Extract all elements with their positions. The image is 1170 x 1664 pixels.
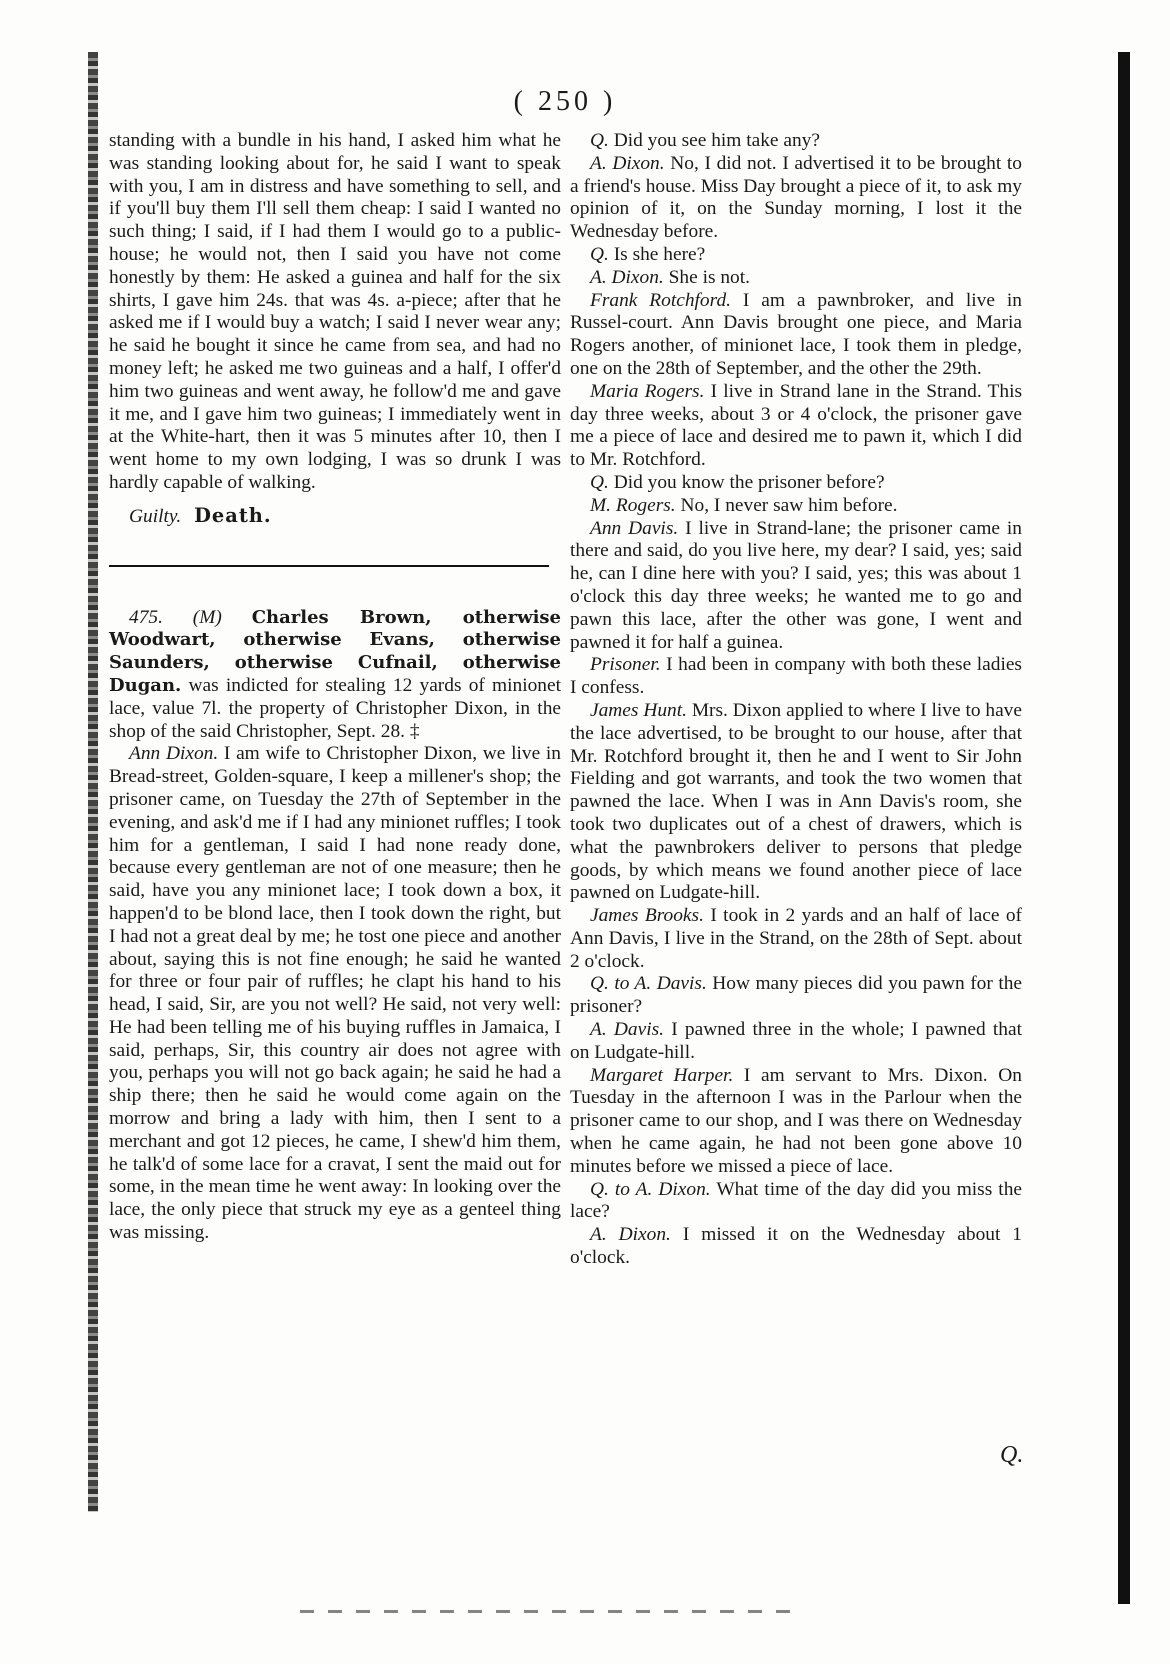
left-column (109, 130, 561, 1245)
exchange-text: Did you know the prisoner before? (613, 471, 885, 493)
speaker-label: Q. to A. Dixon. (590, 1178, 711, 1200)
scan-binding-edge (88, 52, 98, 1512)
paragraph-continued-testimony: standing with a bundle in his hand, I asked him what he was standing looking about for, he said I want to speak with you, I am in distress and have something to sell, and if you'll buy them I'll sell them cheap: I said I wanted no such thing; I said, if I had them I would go to a public-house; he would not, then I said you have not come honestly by them: He asked a guinea and half for the six shirts, I gave him 24s. that was 4s. a-piece; after that he asked me if I would buy a watch; I said I never wear any; he said he bought it since he came from sea, and had no money left; he asked me two guineas and a half, I offer'd him two guineas and went away, he follow'd me and gave it me, and I gave him two guineas; I immediately went in at the White-hart, then it was 5 minutes after 10, then I went home to my own lodging, I was so drunk I was hardly capable of walking. (109, 130, 561, 493)
testimony-hunt (570, 700, 1022, 905)
speaker-label: Ann Dixon. (129, 743, 219, 765)
testimony-text: I am wife to Christopher Dixon, we live in Bread-street, Golden-square, I keep a millener's shop; the prisoner came, on Tuesday the 27th of September in the evening, and ask'd me if I had any minionet ruffles; I took him for a gentleman, I said I had none ready done, because every gentleman are not of one measure; then he said, have you any minionet lace; I took down a box, it happen'd to be blond lace, then I took down the right, but I had not a great deal by me; he tost one piece and another about, saying this is not fine enough; he said he wanted for three or four pair of ruffles; he clapt his hand to his head, I said, Sir, are you not well? He said, not very well: He had been telling me of his buying ruffles in Jamaica, I said, perhaps, Sir, this country air does not agree with you, perhaps you will not go back again; he said he had a ship there; then he said he would come again on the morrow and bring a lady with him, then I sent to a merchant and got 12 pieces, he came, I shew'd him them, he talk'd of some lace for a cravat, I sent the maid out for some, in the mean time he went away: In looking over the lace, the only piece that struck my eye as a genteel thing was missing. (109, 743, 561, 1244)
testimony-text: I had been in company with both these ladies I confess. (570, 654, 1022, 699)
page-number: ( 250 ) (513, 86, 617, 117)
exchange-text: What time of the day did you miss the lace? (570, 1178, 1022, 1223)
testimony-text: I am servant to Mrs. Dixon. On Tuesday in the afternoon I was in the Parlour when the prisoner came to our shop, and I was there on Wednesday when he came again, he had not been gone above 10 minutes before we missed a piece of lace. (570, 1064, 1022, 1177)
case-number: 475. (M) (129, 606, 222, 628)
exchange-a2 (570, 267, 1022, 290)
speaker-label: Frank Rotchford. (590, 289, 731, 311)
exchange-text: How many pieces did you pawn for the prisoner? (570, 973, 1023, 1018)
speaker-label: James Hunt. (590, 699, 687, 721)
catchword: Q. (1000, 1442, 1024, 1468)
verdict-guilty: Guilty. (129, 505, 182, 527)
exchange-a1 (570, 153, 1022, 244)
indictment-text: was indicted for stealing 12 yards of minionet lace, value 7l. the property of Christopher Dixon, in the shop of the said Christopher, Sept. 28. ‡ (109, 674, 561, 742)
speaker-label: A. Dixon. (590, 1224, 671, 1246)
exchange-q2 (570, 244, 1022, 267)
speaker-label: James Brooks. (590, 905, 704, 927)
exchange-text: Is she here? (613, 243, 706, 265)
testimony-ann-dixon (109, 743, 561, 1245)
scan-page-edge (1118, 52, 1130, 1604)
exchange-q3 (570, 472, 1022, 495)
speaker-label: Maria Rogers. (590, 380, 705, 402)
case-heading (109, 607, 561, 744)
testimony-text: I took in 2 yards and an half of lace of Ann Davis, I live in the Strand, on the 28th of Sept. about 2 o'clock. (570, 905, 1022, 972)
speaker-label: A. Dixon. (590, 152, 665, 174)
speaker-label: A. Dixon. (590, 266, 664, 288)
exchange-text: No, I did not. I advertised it to be brought to a friend's house. Miss Day brought a piece of it, to ask my opinion of it, on the Sunday morning, I lost it the Wednesday before. (570, 152, 1022, 243)
testimony-prisoner (570, 654, 1022, 700)
exchange-q5 (570, 1179, 1022, 1225)
exchange-text: She is not. (668, 266, 750, 288)
testimony-davis (570, 518, 1022, 655)
testimony-harper (570, 1065, 1022, 1179)
speaker-label: Ann Davis. (590, 517, 679, 539)
testimony-rotchford (570, 290, 1022, 381)
verdict-sentence: Death. (194, 503, 272, 527)
speaker-label: Margaret Harper. (590, 1064, 734, 1086)
testimony-brooks (570, 905, 1022, 973)
exchange-a5 (570, 1224, 1022, 1270)
defendant-names: Charles Brown, otherwise Woodwart, otherwise Evans, otherwise Saunders, otherwise Cufnail, otherwise Dugan. (109, 606, 561, 696)
testimony-text: I am a pawnbroker, and live in Russel-court. Ann Davis brought one piece, and Maria Rogers another, of minionet lace, I took them in pledge, one on the 28th of September, and the other the 29th. (570, 289, 1022, 379)
testimony-text: I live in Strand lane in the Strand. This day three weeks, about 3 or 4 o'clock, the prisoner gave me a piece of lace and desired me to pawn it, which I did to Mr. Rotchford. (570, 380, 1023, 471)
section-divider (109, 565, 549, 567)
verdict (129, 505, 561, 529)
speaker-label: Q. to A. Davis. (590, 973, 707, 995)
exchange-text: Did you see him take any? (613, 130, 820, 151)
speaker-label: Q. (590, 243, 609, 265)
exchange-q1 (570, 130, 1022, 153)
exchange-text: I pawned three in the whole; I pawned that on Ludgate-hill. (570, 1019, 1022, 1063)
speaker-label: Prisoner. (590, 654, 661, 676)
right-column (570, 130, 1022, 1270)
speaker-label: M. Rogers. (590, 494, 676, 516)
testimony-text: I live in Strand-lane; the prisoner came in there and said, do you live here, my dear? I said, yes; said he, can I dine here with you? I said, yes; this was about 1 o'clock this day three weeks; he wanted me to go and pawn this lace, after the other was gone, I went and pawned it for half a guinea. (570, 517, 1022, 653)
speaker-label: A. Davis. (590, 1019, 665, 1041)
testimony-rogers (570, 381, 1022, 472)
testimony-text: Mrs. Dixon applied to where I live to have the lace advertised, to be brought to our house, after that Mr. Rotchford brought it, then he and I went to Sir John Fielding and got warrants, and took the two women that pawned the lace. When I was in Ann Davis's room, she took two duplicates out of a chest of drawers, which is what the pawnbrokers deliver to persons that pledge goods, by which means we found another piece of lace pawned on Ludgate-hill. (570, 699, 1022, 904)
exchange-text: No, I never saw him before. (680, 494, 898, 516)
speaker-label: Q. (590, 130, 609, 151)
exchange-q4 (570, 973, 1022, 1019)
exchange-text: I missed it on the Wednesday about 1 o'clock. (570, 1224, 1022, 1269)
scan-noise (300, 1610, 800, 1613)
exchange-a4 (570, 1019, 1022, 1065)
exchange-a3 (570, 495, 1022, 518)
speaker-label: Q. (590, 471, 609, 493)
